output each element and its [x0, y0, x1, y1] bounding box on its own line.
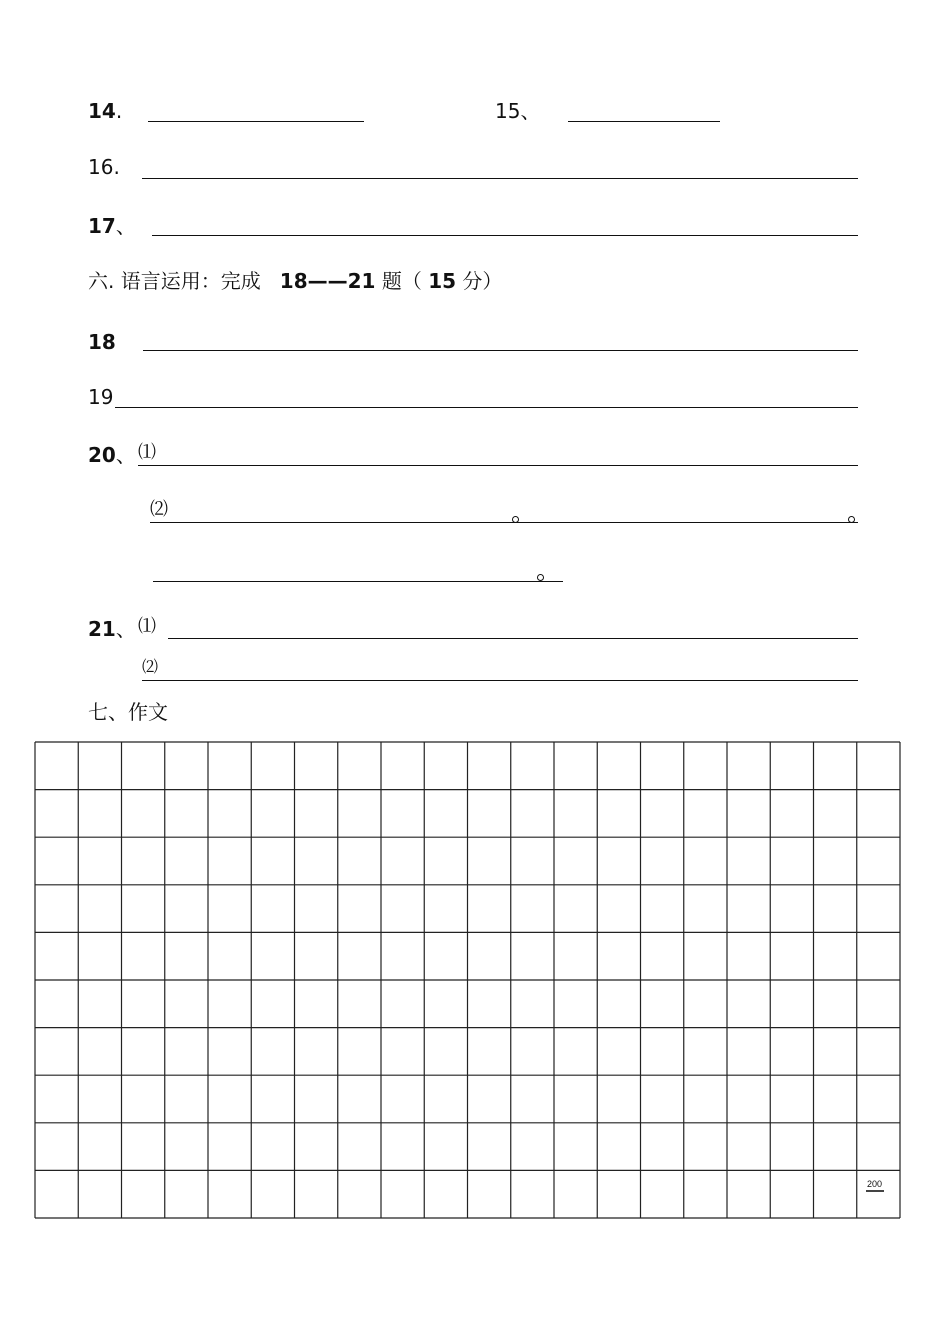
- word-count-marker-200: 200: [867, 1179, 883, 1189]
- question-21-part-1-label: ⑴: [138, 616, 156, 637]
- full-stop-mark: [512, 516, 519, 523]
- answer-line-16[interactable]: [142, 178, 858, 179]
- question-18-number: 18: [88, 330, 116, 354]
- question-20-number: 20、: [88, 443, 136, 467]
- question-21-number: 21、: [88, 617, 136, 641]
- question-15-number: 15、: [495, 99, 541, 123]
- full-stop-mark: [848, 516, 855, 523]
- question-20-part-2-label: ⑵: [150, 499, 168, 520]
- answer-line-19[interactable]: [115, 407, 858, 408]
- section-7-heading: 七、作文: [88, 700, 168, 724]
- answer-line-20-2a[interactable]: [150, 522, 858, 523]
- section-6-heading: 六. 语言运用：完成 18——21 题（ 15 分）: [88, 269, 503, 293]
- answer-line-15[interactable]: [568, 121, 720, 122]
- answer-line-18[interactable]: [143, 350, 858, 351]
- answer-line-20-2b[interactable]: [153, 581, 563, 582]
- word-count-marker-underline: [866, 1190, 884, 1192]
- answer-line-20-1[interactable]: [138, 465, 858, 466]
- essay-writing-grid[interactable]: [34, 741, 901, 1219]
- question-19-number: 19: [88, 385, 114, 409]
- answer-line-21-1[interactable]: [168, 638, 858, 639]
- answer-line-21-2[interactable]: [142, 680, 858, 681]
- question-17-number: 17、: [88, 214, 136, 238]
- question-21-part-2-label: ⑵: [142, 657, 159, 676]
- question-16-number: 16.: [88, 155, 120, 179]
- question-14-number: 14.: [88, 99, 123, 123]
- question-20-part-1-label: ⑴: [138, 442, 156, 463]
- answer-line-17[interactable]: [152, 235, 858, 236]
- answer-line-14[interactable]: [148, 121, 364, 122]
- full-stop-mark: [537, 574, 544, 581]
